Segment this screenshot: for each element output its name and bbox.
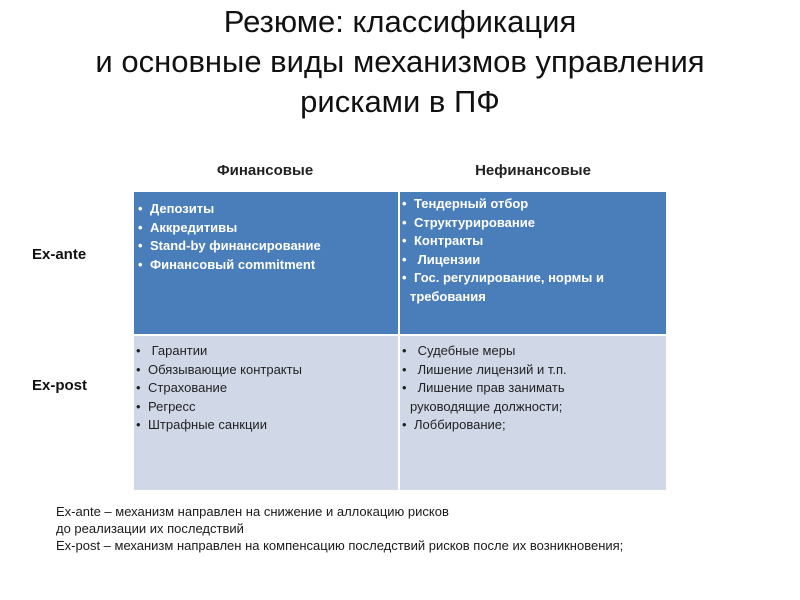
- column-header-nonfinancial: Нефинансовые: [475, 162, 591, 179]
- list-item: • Лицензии: [402, 251, 481, 267]
- table-divider-vertical: [398, 192, 400, 490]
- list-item: • Регресс: [136, 398, 196, 414]
- table-divider-horizontal: [134, 334, 666, 336]
- title-line-3: рисками в ПФ: [300, 84, 500, 119]
- list-item: • Судебные меры: [402, 343, 516, 358]
- list-item-continuation: требования: [410, 288, 486, 304]
- list-item: • Страхование: [136, 380, 228, 395]
- list-item: • Лишение прав занимать: [402, 380, 565, 395]
- list-item: • Контракты: [402, 233, 484, 248]
- cell-ex-ante-financial: [134, 192, 398, 334]
- cell-ex-post-nonfinancial: [400, 336, 666, 490]
- footnote-line-3: Ex-post – механизм направлен на компенсацию последствий рисков после их возникновения;: [56, 538, 624, 553]
- list-item: • Лишение лицензий и т.п.: [402, 361, 567, 377]
- list-item: • Аккредитивы: [138, 219, 238, 235]
- list-item: • Гос. регулирование, нормы и: [402, 270, 604, 285]
- list-item: • Финансовый commitment: [138, 256, 316, 272]
- title-line-2: и основные виды механизмов управления: [95, 44, 705, 79]
- footnote-line-2: до реализации их последствий: [56, 521, 244, 536]
- list-item: • Гарантии: [136, 343, 208, 358]
- list-item: • Структурирование: [402, 214, 535, 230]
- classification-table: [134, 192, 666, 490]
- cell-ex-ante-nonfinancial: [400, 192, 666, 334]
- list-item: • Тендерный отбор: [402, 196, 529, 211]
- row-label-ex-post: Ex-post: [32, 377, 88, 394]
- slide-title: [0, 2, 800, 122]
- row-label-ex-ante: Ex-ante: [32, 246, 87, 263]
- list-item: • Stand-by финансирование: [138, 238, 321, 253]
- list-item: • Штрафные санкции: [136, 417, 267, 432]
- list-item: • Лоббирование;: [402, 417, 506, 432]
- footnote: [56, 503, 623, 554]
- cell-ex-post-financial: [134, 336, 398, 490]
- title-line-1: Резюме: классификация: [223, 4, 577, 39]
- list-item: • Депозиты: [138, 201, 215, 216]
- footnote-line-1: Ex-ante – механизм направлен на снижение и аллокацию рисков: [56, 504, 449, 519]
- column-header-financial: Финансовые: [216, 162, 314, 179]
- list-item-continuation: руководящие должности;: [410, 398, 563, 414]
- list-item: • Обязывающие контракты: [136, 361, 302, 377]
